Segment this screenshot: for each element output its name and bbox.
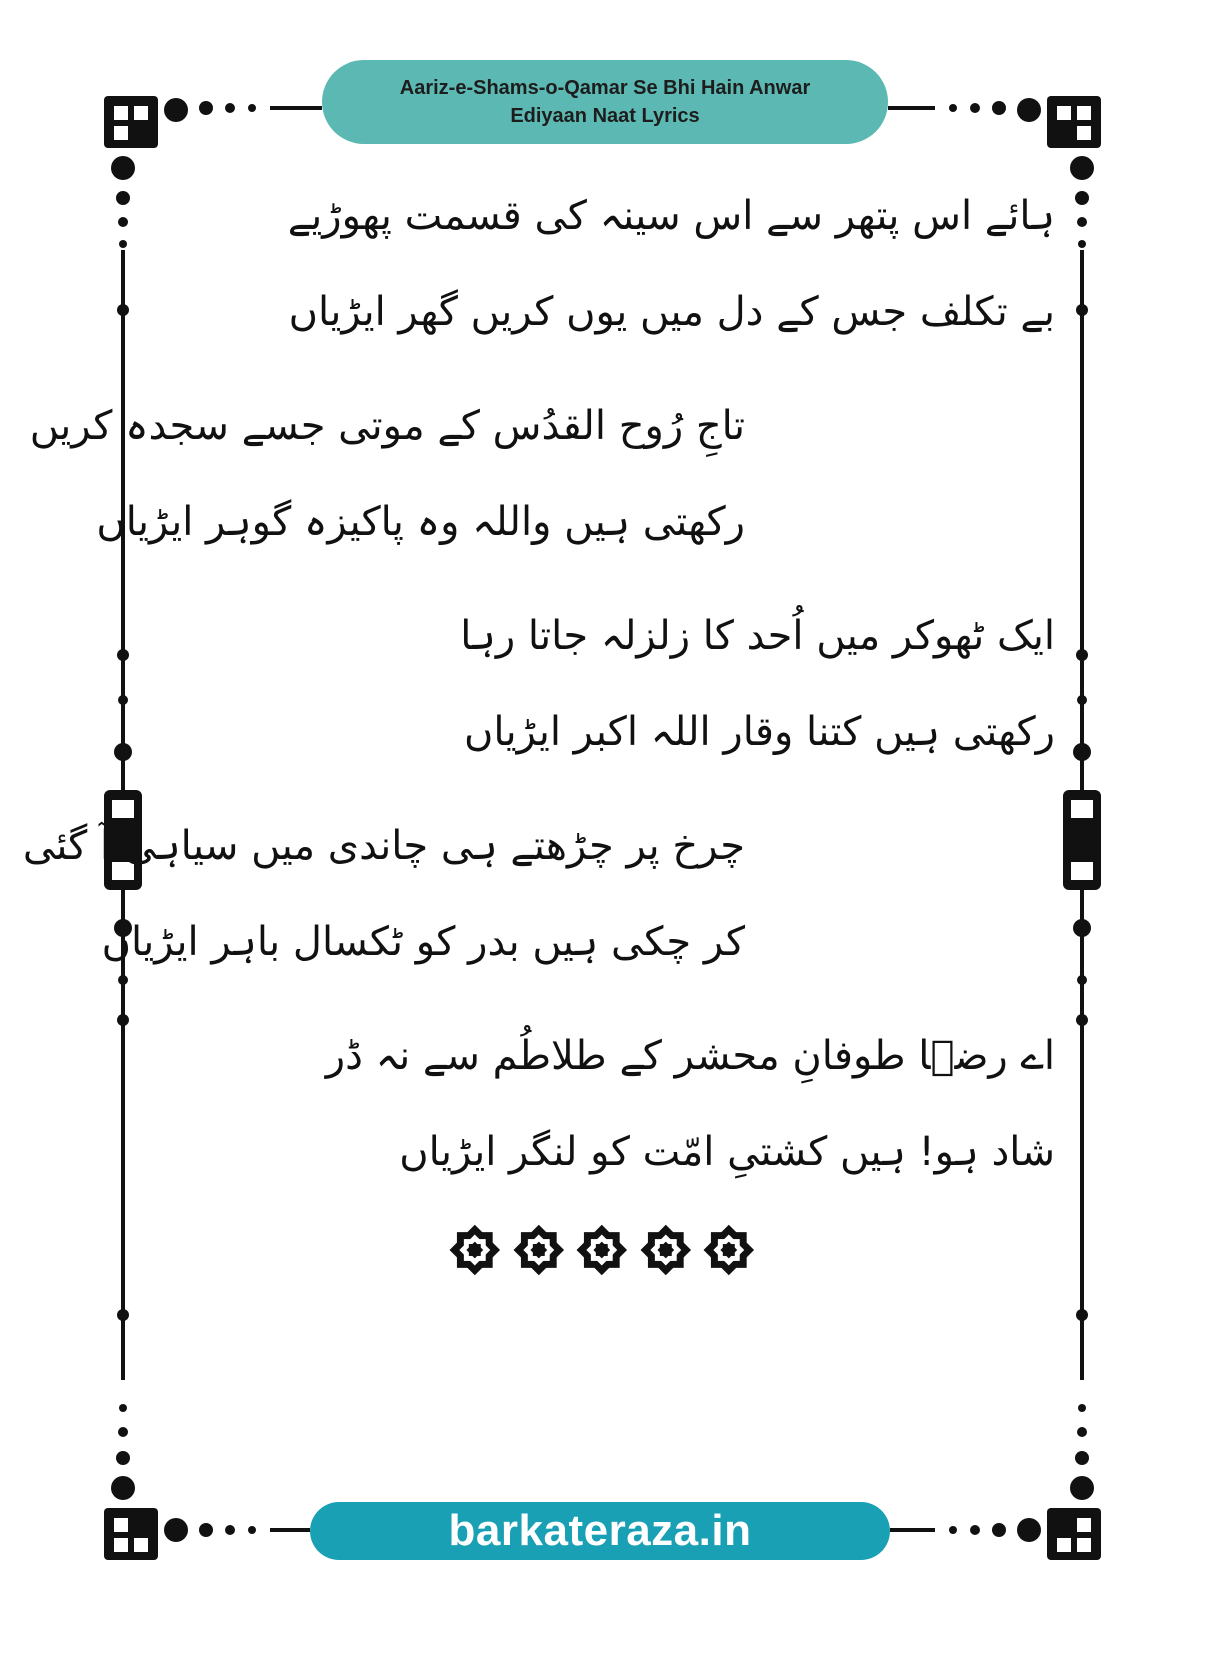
verse-line: ایک ٹھوکر میں اُحد کا زلزلہ جاتا رہا	[460, 613, 1055, 659]
verse-5	[326, 1008, 1055, 1200]
verse-2	[30, 378, 745, 570]
verse-line: اے رضؔا طوفانِ محشر کے طلاطُم سے نہ ڈر	[325, 1033, 1055, 1079]
corner-ornament-bottom-left	[104, 1404, 256, 1560]
verse-line: رکھتی ہیں واللہ وہ پاکیزہ گوہر ایڑیاں	[96, 499, 745, 545]
star-ornament-icon	[511, 1222, 567, 1278]
verse-1	[288, 168, 1055, 360]
website-link[interactable]: barkateraza.in	[448, 1506, 752, 1555]
star-ornament-icon	[701, 1222, 757, 1278]
verse-line: چرخ پر چڑھتے ہی چاندی میں سیاہی آ گئی	[22, 823, 745, 869]
star-ornament-icon	[447, 1222, 503, 1278]
title-line-1: Aariz-e-Shams-o-Qamar Se Bhi Hain Anwar	[399, 77, 811, 99]
star-ornament-icon	[574, 1222, 630, 1278]
verse-4	[23, 798, 745, 990]
verse-3	[460, 588, 1055, 780]
verse-line: تاجِ رُوح القدُس کے موتی جسے سجدہ کریں	[29, 403, 745, 449]
title-line-2: Ediyaan Naat Lyrics	[510, 105, 700, 127]
corner-ornament-bottom-right	[949, 1404, 1101, 1560]
verse-line: کر چکی ہیں بدر کو ٹکسال باہر ایڑیاں	[101, 919, 745, 965]
verse-line: ہائے اس پتھر سے اس سینہ کی قسمت پھوڑیے	[287, 193, 1055, 239]
corner-ornament-top-left	[104, 96, 256, 248]
verse-line: شاد ہو! ہیں کشتیِ امّت کو لنگر ایڑیاں	[399, 1129, 1055, 1175]
star-ornament-row	[447, 1222, 757, 1284]
verse-line: رکھتی ہیں کتنا وقار اللہ اکبر ایڑیاں	[463, 709, 1055, 755]
verse-line: بے تکلف جس کے دل میں یوں کریں گھر ایڑیاں	[288, 289, 1055, 335]
star-ornament-icon	[638, 1222, 694, 1278]
title-banner	[322, 60, 888, 144]
footer-banner[interactable]	[310, 1502, 890, 1560]
